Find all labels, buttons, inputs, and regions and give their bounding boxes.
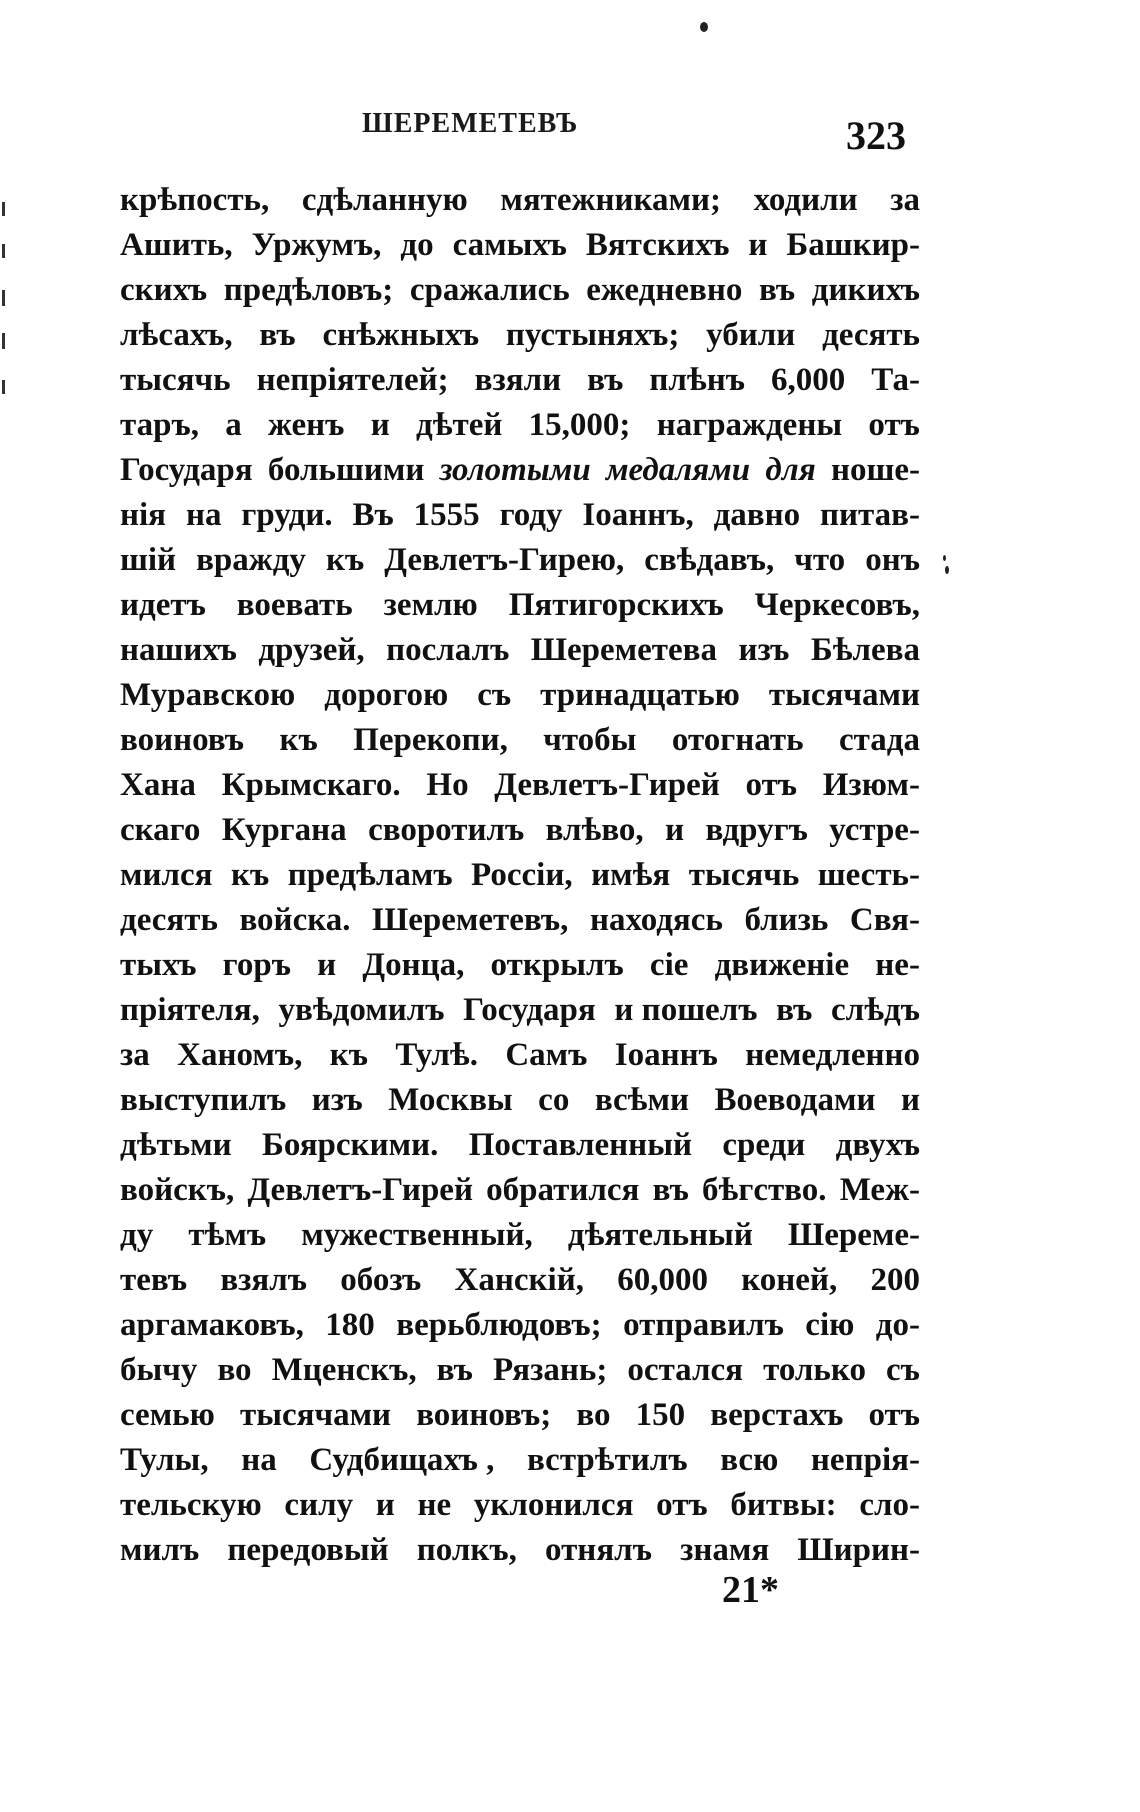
text-word: отъ xyxy=(868,407,920,443)
text-word: ходили xyxy=(753,182,858,218)
text-word: обозъ xyxy=(340,1262,422,1298)
text-word: войска. xyxy=(239,902,351,938)
text-word: сражались xyxy=(409,272,570,308)
text-word: послалъ xyxy=(386,632,510,668)
text-word: сію xyxy=(805,1307,855,1343)
text-word: сіе xyxy=(649,947,689,983)
text-word: Шереметева xyxy=(530,632,717,668)
text-word: Девлетъ-Гирей xyxy=(247,1172,473,1208)
text-word: движеніе xyxy=(714,947,850,983)
text-word: Муравскою xyxy=(120,677,296,713)
text-word: и xyxy=(665,812,685,848)
text-word: большими xyxy=(267,452,425,488)
text-word: шій xyxy=(120,542,177,578)
text-word: верстахъ xyxy=(710,1397,844,1433)
scan-speck xyxy=(700,22,708,32)
text-word: Боярскими. xyxy=(262,1127,439,1163)
text-word: изъ xyxy=(311,1082,363,1118)
body-text xyxy=(120,178,920,1573)
margin-mark xyxy=(2,290,5,306)
text-word: обратился xyxy=(486,1172,640,1208)
text-word: Девлетъ-Гирею, xyxy=(384,542,625,578)
text-word: къ xyxy=(231,857,270,893)
text-word: слѣдъ xyxy=(831,992,920,1028)
text-word: онъ xyxy=(865,542,920,578)
text-word: Тулѣ. xyxy=(395,1037,478,1073)
text-word: убили xyxy=(706,317,796,353)
text-word: предѣловъ; xyxy=(223,272,394,308)
text-word: нашихъ xyxy=(120,632,237,668)
text-word: тысячь xyxy=(688,857,800,893)
text-word: въ xyxy=(776,992,813,1028)
text-word: воиновъ xyxy=(120,722,245,758)
text-line xyxy=(120,493,920,538)
text-word: Черкесовъ, xyxy=(754,587,920,623)
text-line xyxy=(120,1123,920,1168)
text-word: на xyxy=(185,497,222,533)
text-word: Ханомъ, xyxy=(177,1037,303,1073)
text-word: Башкир- xyxy=(786,227,920,263)
text-word: тевъ xyxy=(120,1262,188,1298)
text-word: нія xyxy=(120,497,167,533)
text-word: горъ xyxy=(222,947,291,983)
text-line xyxy=(120,358,920,403)
text-word: открылъ xyxy=(490,947,624,983)
text-word: въ xyxy=(259,317,296,353)
text-word: Въ xyxy=(352,497,394,533)
text-word: Воеводами xyxy=(714,1082,876,1118)
text-word: Перекопи, xyxy=(353,722,508,758)
text-word: предѣламъ xyxy=(287,857,453,893)
text-word: за xyxy=(890,182,920,218)
text-word: остался xyxy=(627,1352,743,1388)
text-word: тыхъ xyxy=(120,947,197,983)
text-word: 200 xyxy=(870,1262,920,1298)
text-line xyxy=(120,403,920,448)
text-line xyxy=(120,178,920,223)
text-word: своротилъ xyxy=(368,812,525,848)
text-word: Поставленный xyxy=(468,1127,692,1163)
text-word: Москвы xyxy=(388,1082,513,1118)
text-word: стада xyxy=(838,722,920,758)
text-line xyxy=(120,898,920,943)
text-word: близь xyxy=(744,902,829,938)
text-word: 150 xyxy=(635,1397,686,1433)
text-word: и пошелъ xyxy=(614,992,758,1028)
text-word: битвы: xyxy=(730,1487,837,1523)
text-word: друзей, xyxy=(258,632,365,668)
text-word: на xyxy=(241,1442,277,1478)
text-word: снѣжныхъ xyxy=(322,317,480,353)
text-word: всѣми xyxy=(594,1082,689,1118)
text-word: выступилъ xyxy=(120,1082,287,1118)
text-line xyxy=(120,763,920,808)
text-word: а xyxy=(225,407,242,443)
text-word: давно xyxy=(713,497,801,533)
text-line xyxy=(120,1213,920,1258)
text-line xyxy=(120,1303,920,1348)
text-word: Кургана xyxy=(221,812,347,848)
text-word: шесть- xyxy=(817,857,920,893)
text-word: бычу xyxy=(120,1352,198,1388)
text-word: аргамаковъ, xyxy=(120,1307,304,1343)
text-word: пустыняхъ; xyxy=(505,317,680,353)
text-word: изъ xyxy=(738,632,790,668)
text-word: Изюм- xyxy=(822,767,920,803)
text-word: Крымскаго. xyxy=(221,767,401,803)
text-word: тѣмъ xyxy=(188,1217,267,1253)
text-word: уклонился xyxy=(473,1487,634,1523)
text-word: медалями xyxy=(605,452,751,488)
text-word: сло- xyxy=(859,1487,920,1523)
text-word: семью xyxy=(120,1397,215,1433)
text-word: ноше- xyxy=(830,452,920,488)
text-word: бѣгство. xyxy=(702,1172,827,1208)
text-word: Девлетъ-Гирей xyxy=(494,767,720,803)
text-word: во xyxy=(576,1397,611,1433)
text-word: не- xyxy=(875,947,920,983)
text-line xyxy=(120,1348,920,1393)
text-word: и xyxy=(317,947,337,983)
text-word: силу xyxy=(284,1487,354,1523)
text-word: землю xyxy=(383,587,478,623)
text-word: Ширин- xyxy=(797,1532,920,1568)
text-word: Уржумъ, xyxy=(251,227,382,263)
text-word: груди. xyxy=(241,497,333,533)
running-head: ШЕРЕМЕТЕВЪ xyxy=(362,108,579,139)
text-word: коней, xyxy=(741,1262,838,1298)
text-word: мужественный, xyxy=(301,1217,533,1253)
text-line xyxy=(120,1168,920,1213)
text-word: золотыми xyxy=(439,452,591,488)
text-word: взялъ xyxy=(220,1262,308,1298)
text-word: съ xyxy=(886,1352,920,1388)
text-word: Бѣлева xyxy=(810,632,920,668)
text-line xyxy=(120,223,920,268)
text-word: Шереметевъ, xyxy=(372,902,569,938)
text-line xyxy=(120,448,920,493)
text-word: увѣдомилъ xyxy=(278,992,445,1028)
text-word: 180 xyxy=(325,1307,375,1343)
text-word: ду xyxy=(120,1217,154,1253)
scan-speck xyxy=(945,566,949,574)
text-word: и xyxy=(900,1082,920,1118)
text-word: до- xyxy=(875,1307,920,1343)
text-line xyxy=(120,1258,920,1303)
text-word: имѣя xyxy=(591,857,671,893)
text-word: во xyxy=(217,1352,252,1388)
text-word: десять xyxy=(822,317,920,353)
text-line xyxy=(120,313,920,358)
text-word: вдругъ xyxy=(705,812,808,848)
page-number: 323 xyxy=(846,113,906,158)
text-word: отъ xyxy=(868,1397,920,1433)
text-word: воиновъ; xyxy=(416,1397,552,1433)
margin-mark xyxy=(2,333,5,349)
text-word: полкъ, xyxy=(416,1532,517,1568)
text-word: Самъ xyxy=(505,1037,588,1073)
text-word: вражду xyxy=(196,542,306,578)
text-word: къ xyxy=(325,542,365,578)
text-word: отнялъ xyxy=(545,1532,652,1568)
text-word: Тулы, xyxy=(120,1442,209,1478)
margin-mark xyxy=(2,202,5,216)
text-word: питав- xyxy=(820,497,920,533)
text-word: и xyxy=(748,227,768,263)
text-line xyxy=(120,268,920,313)
text-word: тысячами xyxy=(239,1397,392,1433)
text-word: отправилъ xyxy=(623,1307,784,1343)
text-word: свѣдавъ, xyxy=(644,542,775,578)
text-word: со xyxy=(538,1082,570,1118)
text-word: до xyxy=(400,227,434,263)
text-word: къ xyxy=(279,722,318,758)
text-word: лѣсахъ, xyxy=(120,317,233,353)
text-word: отогнать xyxy=(671,722,804,758)
text-word: женъ xyxy=(268,407,345,443)
text-line xyxy=(120,1483,920,1528)
text-word: мятежниками; xyxy=(500,182,721,218)
text-word: Но xyxy=(426,767,469,803)
signature-mark: 21* xyxy=(722,1569,779,1611)
text-word: плѣнъ xyxy=(649,362,745,398)
text-line xyxy=(120,1438,920,1483)
text-word: чтобы xyxy=(543,722,637,758)
text-word: съ xyxy=(477,677,512,713)
text-word: скихъ xyxy=(120,272,208,308)
scan-speck xyxy=(943,555,946,561)
text-word: взяли xyxy=(474,362,562,398)
text-line xyxy=(120,673,920,718)
text-line xyxy=(120,853,920,898)
text-word: Іоаннъ, xyxy=(582,497,694,533)
text-word: дикихъ xyxy=(811,272,920,308)
text-word: милъ xyxy=(120,1532,200,1568)
text-word: въ xyxy=(758,272,796,308)
text-word: въ xyxy=(587,362,624,398)
text-word: въ xyxy=(652,1172,689,1208)
text-word: войскъ, xyxy=(120,1172,235,1208)
text-word: тысячами xyxy=(768,677,920,713)
text-word: Ашить, xyxy=(120,227,233,263)
text-line xyxy=(120,718,920,763)
text-word: скаго xyxy=(120,812,201,848)
text-word: непрія- xyxy=(810,1442,920,1478)
text-word: въ xyxy=(436,1352,473,1388)
text-word: таръ, xyxy=(120,407,199,443)
text-word: отъ xyxy=(656,1487,708,1523)
text-word: знамя xyxy=(680,1532,770,1568)
text-word: и xyxy=(370,407,390,443)
text-word: къ xyxy=(329,1037,368,1073)
text-word: дѣтей xyxy=(416,407,503,443)
text-word: дѣятельный xyxy=(567,1217,753,1253)
text-word: верьблюдовъ; xyxy=(396,1307,602,1343)
text-word: Государя xyxy=(463,992,596,1028)
text-word: Свя- xyxy=(849,902,920,938)
text-line xyxy=(120,1528,920,1573)
text-word: десять xyxy=(120,902,218,938)
text-word: влѣво, xyxy=(545,812,644,848)
text-word: 1555 xyxy=(413,497,480,533)
text-line xyxy=(120,1078,920,1123)
text-word: находясь xyxy=(589,902,723,938)
text-word: Государя xyxy=(120,452,253,488)
text-word: и xyxy=(375,1487,395,1523)
text-word: пріятеля, xyxy=(120,992,260,1028)
text-word: Мценскъ, xyxy=(271,1352,417,1388)
text-word: непріятелей; xyxy=(256,362,449,398)
text-word: Рязань; xyxy=(492,1352,608,1388)
text-line xyxy=(120,583,920,628)
text-word: 15,000; xyxy=(528,407,631,443)
text-word: что xyxy=(794,542,846,578)
text-word: немедленно xyxy=(745,1037,920,1073)
text-word: дѣтьми xyxy=(120,1127,232,1163)
text-word: 60,000 xyxy=(617,1262,708,1298)
text-word: году xyxy=(499,497,563,533)
text-word: за xyxy=(120,1037,150,1073)
text-word: Донца, xyxy=(362,947,465,983)
text-line xyxy=(120,538,920,583)
text-word: тринадцатью xyxy=(540,677,740,713)
text-word: Судбищахъ , xyxy=(309,1442,495,1478)
text-word: 6,000 xyxy=(771,362,846,398)
text-word: Россіи, xyxy=(471,857,573,893)
text-word: награждены xyxy=(656,407,843,443)
text-word: среди xyxy=(722,1127,806,1163)
text-word: дорогою xyxy=(324,677,449,713)
text-word: идетъ xyxy=(120,587,206,623)
text-word: устре- xyxy=(829,812,920,848)
text-word: отъ xyxy=(745,767,798,803)
text-line xyxy=(120,808,920,853)
text-word: для xyxy=(765,452,816,488)
text-word: Вятскихъ xyxy=(585,227,730,263)
text-word: двухъ xyxy=(835,1127,920,1163)
text-word: не xyxy=(417,1487,452,1523)
margin-mark xyxy=(2,244,5,258)
text-word: мился xyxy=(120,857,213,893)
text-word: тельскую xyxy=(120,1487,262,1523)
margin-mark xyxy=(2,380,5,394)
text-line xyxy=(120,943,920,988)
text-word: Шереме- xyxy=(788,1217,920,1253)
text-word: крѣпость, xyxy=(120,182,270,218)
text-word: Ханскій, xyxy=(454,1262,584,1298)
text-line xyxy=(120,628,920,673)
text-word: Іоаннъ xyxy=(614,1037,718,1073)
text-word: воевать xyxy=(236,587,353,623)
text-word: ежедневно xyxy=(586,272,743,308)
text-word: всю xyxy=(720,1442,779,1478)
text-word: только xyxy=(763,1352,866,1388)
text-word: Хана xyxy=(120,767,196,803)
text-word: встрѣтилъ xyxy=(526,1442,688,1478)
text-word: передовый xyxy=(227,1532,389,1568)
text-word: сдѣланную xyxy=(301,182,468,218)
text-line xyxy=(120,1033,920,1078)
text-word: Та- xyxy=(871,362,920,398)
text-line xyxy=(120,1393,920,1438)
text-line xyxy=(120,988,920,1033)
text-word: тысячь xyxy=(120,362,231,398)
text-word: Пятигорскихъ xyxy=(508,587,724,623)
text-word: самыхъ xyxy=(452,227,567,263)
text-word: Меж- xyxy=(839,1172,920,1208)
